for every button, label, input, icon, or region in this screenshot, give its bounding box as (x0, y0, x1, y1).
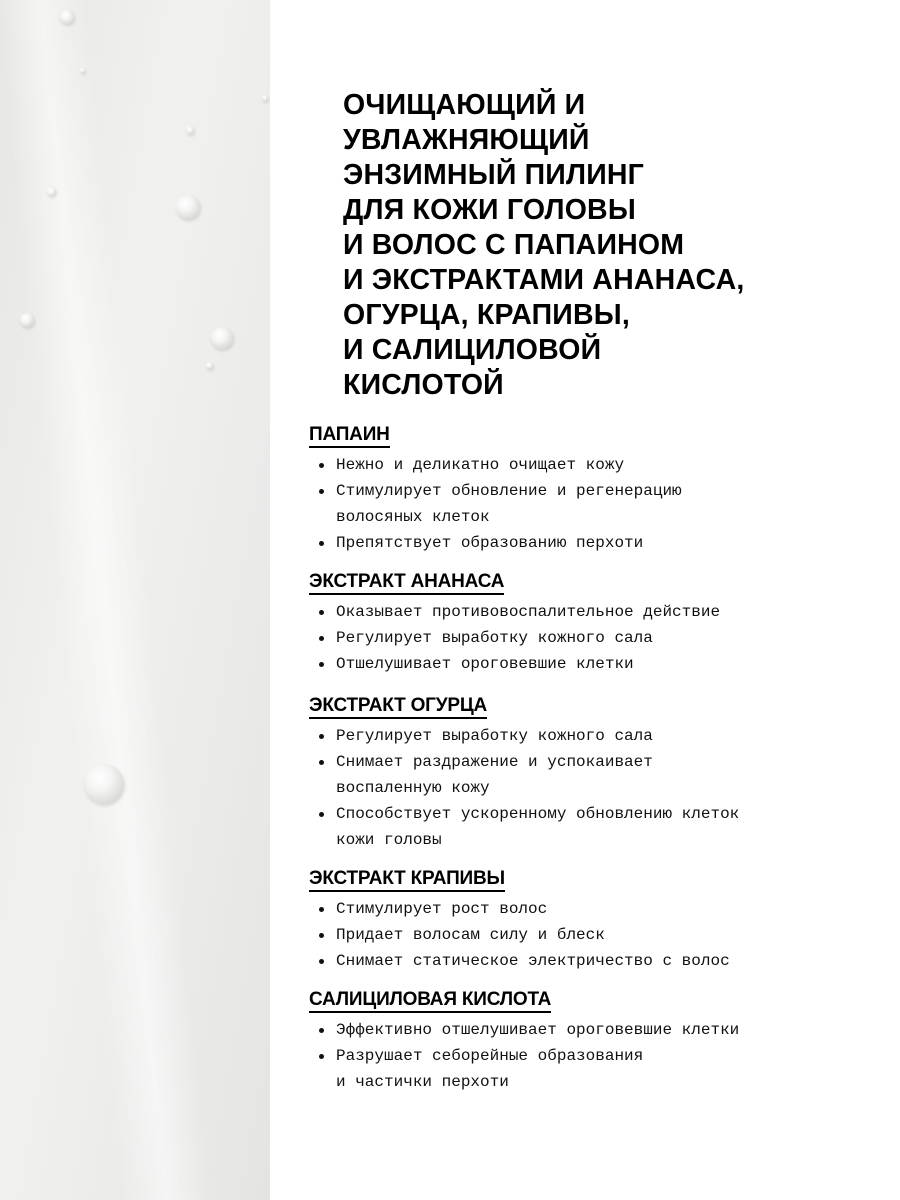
section-heading: ПАПАИН (309, 424, 390, 448)
bullet-list (309, 452, 869, 556)
bullet-text: Регулирует выработку кожного сала (336, 629, 653, 647)
list-item (309, 749, 869, 801)
bullet-text: Нежно и деликатно очищает кожу (336, 456, 625, 474)
section-pineapple (309, 571, 869, 677)
section-nettle (309, 868, 869, 974)
title-line: И ВОЛОС С ПАПАИНОМ (343, 229, 685, 261)
section-heading: САЛИЦИЛОВАЯ КИСЛОТА (309, 989, 551, 1013)
list-item (309, 1017, 869, 1043)
bullet-text: Снимает статическое электричество с волос (336, 952, 730, 970)
bullet-list (309, 1017, 869, 1095)
page-title (343, 88, 863, 403)
bullet-text: Регулирует выработку кожного сала (336, 727, 653, 745)
bullet-text: Разрушает себорейные образования и частички перхоти (336, 1047, 644, 1091)
bullet-text: Эффективно отшелушивает ороговевшие клетки (336, 1021, 740, 1039)
title-line: ОЧИЩАЮЩИЙ И (343, 89, 586, 121)
list-item (309, 625, 869, 651)
bullet-text: Стимулирует рост волос (336, 900, 548, 918)
bullet-text: Способствует ускоренному обновлению клеток кожи головы (336, 805, 740, 849)
bullet-text: Стимулирует обновление и регенерацию волосяных клеток (336, 482, 682, 526)
list-item (309, 530, 869, 556)
section-heading: ЭКСТРАКТ ОГУРЦА (309, 695, 487, 719)
section-heading: ЭКСТРАКТ КРАПИВЫ (309, 868, 505, 892)
list-item (309, 948, 869, 974)
list-item (309, 922, 869, 948)
bullet-list (309, 723, 869, 853)
title-line: ДЛЯ КОЖИ ГОЛОВЫ (343, 194, 636, 226)
title-line: И САЛИЦИЛОВОЙ (343, 334, 602, 366)
section-papain (309, 424, 869, 556)
bullet-list (309, 896, 869, 974)
title-line: ЭНЗИМНЫЙ ПИЛИНГ (343, 159, 645, 191)
title-line: И ЭКСТРАКТАМИ АНАНАСА, (343, 264, 745, 296)
title-line: ОГУРЦА, КРАПИВЫ, (343, 299, 630, 331)
bullet-text: Придает волосам силу и блеск (336, 926, 605, 944)
title-line: КИСЛОТОЙ (343, 369, 504, 401)
list-item (309, 651, 869, 677)
title-line: УВЛАЖНЯЮЩИЙ (343, 124, 590, 156)
list-item (309, 478, 869, 530)
bullet-text: Оказывает противовоспалительное действие (336, 603, 721, 621)
list-item (309, 723, 869, 749)
bullet-text: Отшелушивает ороговевшие клетки (336, 655, 634, 673)
section-cucumber (309, 695, 869, 853)
section-heading: ЭКСТРАКТ АНАНАСА (309, 571, 504, 595)
list-item (309, 452, 869, 478)
list-item (309, 896, 869, 922)
list-item (309, 801, 869, 853)
list-item (309, 599, 869, 625)
bullet-text: Препятствует образованию перхоти (336, 534, 644, 552)
bullet-text: Снимает раздражение и успокаивает воспаленную кожу (336, 753, 653, 797)
section-salicylic-acid (309, 989, 869, 1095)
bullet-list (309, 599, 869, 677)
list-item (309, 1043, 869, 1095)
